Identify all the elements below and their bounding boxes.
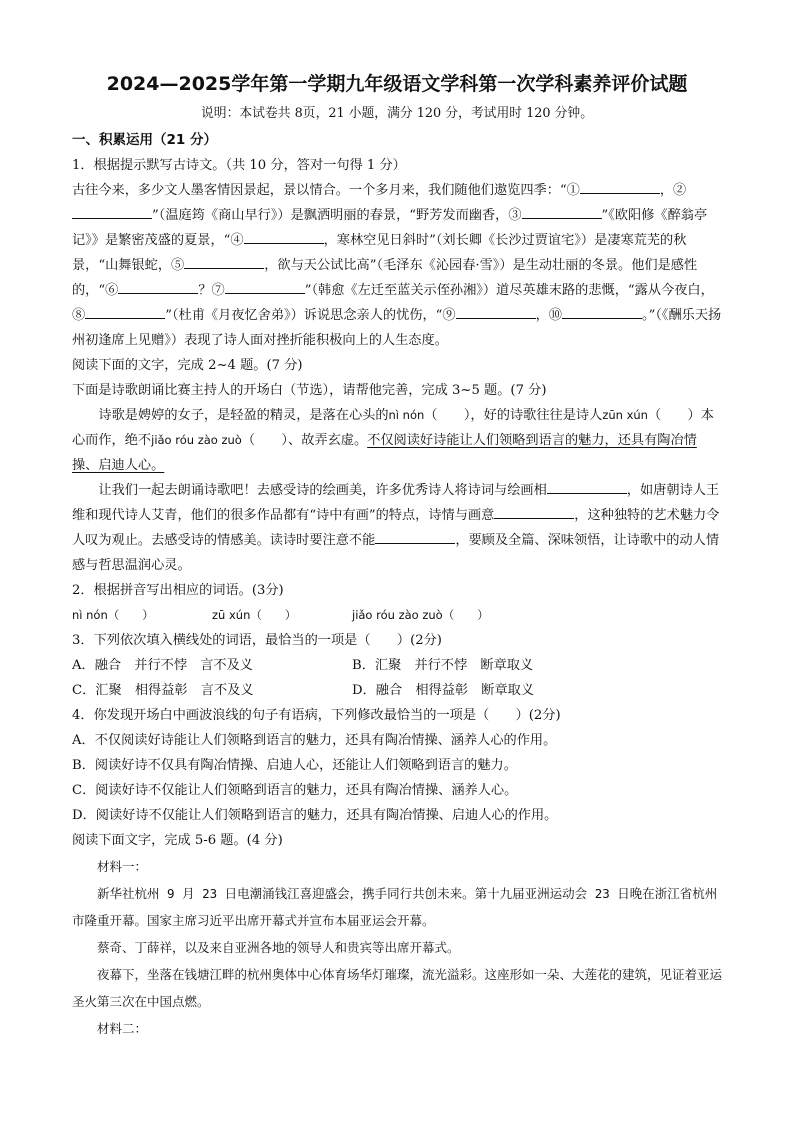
passage-text: ，这种独特的艺术魅力令人叹为观止。去感受诗的情感美。读诗时要注意不能 — [72, 508, 720, 548]
material-paragraph: 蔡奇、丁薛祥，以及来自亚洲各地的领导人和贵宾等出席开幕式。 — [97, 940, 460, 955]
answer-blank[interactable] — [580, 179, 660, 194]
question-3-stem: 3．下列依次填入横线处的词语，最恰当的一项是（ ）(2分) — [72, 633, 442, 648]
pinyin: jiǎo róu zào zuò — [151, 433, 242, 447]
option-a[interactable]: A．不仅阅读好诗能让人们领略到语言的魅力，还具有陶冶情操、涵养人心的作用。 — [72, 733, 557, 748]
answer-blank[interactable] — [72, 204, 152, 219]
q1-text: 。”（《酬乐天扬州初逢席上见赠》）表现了诗人面对挫折能积极向上的人生态度。 — [72, 308, 722, 348]
exam-instructions: 说明：本试卷共 8页，21 小题，满分 120 分，考试用时 120 分钟。 — [200, 106, 593, 121]
answer-blank[interactable] — [547, 479, 627, 494]
passage-text: （ ），好的诗歌往往是诗人 — [424, 408, 603, 423]
answer-blank[interactable] — [494, 504, 574, 519]
material-paragraph: 夜幕下，坐落在钱塘江畔的杭州奥体中心体育场华灯璀璨，流光溢彩。这座形如一朵、大莲花的建筑，见证着亚运圣火第三次在中国点燃。 — [72, 967, 723, 1009]
question-3-options-row2 — [72, 678, 722, 703]
reading-instruction: 阅读下面的文字，完成 2~4 题。(7 分) — [72, 358, 303, 373]
answer-blank[interactable] — [118, 279, 198, 294]
passage-text: ，要顾及全篇、深味领悟，让诗歌中的动人情感与哲思温润心灵。 — [72, 533, 720, 573]
wavy-underlined-sentence: 不仅阅读好诗能让人们领略到语言的魅力，还具有陶冶情操、启迪人心。 — [72, 433, 697, 473]
q1-text: ，② — [659, 183, 687, 198]
q1-text: ”（韩愈《左迁至蓝关示侄孙湘》）道尽英雄末路的悲慨，“露从今夜白，⑧ — [72, 283, 714, 323]
material-label: 材料二： — [97, 1021, 148, 1036]
option-d[interactable]: D．融合 相得益彰 断章取义 — [352, 683, 535, 698]
q1-text: ，寒林空见日斜时”（刘长卿《长沙过贾谊宅》）是凄寒荒芜的秋景，“山舞银蛇，⑤ — [72, 233, 687, 273]
answer-blank[interactable] — [85, 304, 165, 319]
q1-text: 古往今来，多少文人墨客情因景起，景以情合。一个多月来，我们随他们遨览四季：“① — [72, 183, 580, 198]
answer-blank[interactable] — [562, 304, 642, 319]
answer-blank[interactable] — [184, 254, 264, 269]
q1-text: ”《欧阳修《醉翁亭记》》是繁密茂盛的夏景，“④ — [72, 208, 708, 248]
question-1-body — [72, 178, 722, 353]
option-c[interactable]: C．阅读好诗不仅能让人们领略到语言的魅力，还具有陶冶情操、涵养人心。 — [72, 783, 518, 798]
pinyin: zūn xún — [602, 408, 648, 422]
exam-title: 2024—2025学年第一学期九年级语文学科第一次学科素养评价试题 — [106, 73, 688, 95]
q1-text: ”（温庭筠《商山早行》）是飘洒明丽的春景，“野芳发而幽香，③ — [152, 208, 522, 223]
pinyin-item[interactable]: jiǎo róu zào zuò（ ） — [352, 608, 489, 622]
section-heading: 一、积累运用（21 分） — [72, 132, 217, 148]
answer-blank[interactable] — [522, 204, 602, 219]
q1-text: ？⑦ — [198, 283, 225, 298]
question-1-stem: 1．根据提示默写古诗文。（共 10 分，答对一句得 1 分） — [72, 158, 406, 173]
answer-blank[interactable] — [225, 279, 305, 294]
material-paragraph: 新华社杭州 9 月 23 日电潮涌钱江喜迎盛会，携手同行共创未来。第十九届亚洲运动会 23 日晚在浙江省杭州市隆重开幕。国家主席习近平出席开幕式并宣布本届亚运会开幕。 — [72, 886, 718, 928]
reading-instruction: 下面是诗歌朗诵比赛主持人的开场白（节选），请帮他完善，完成 3~5 题。(7 分) — [72, 383, 547, 398]
q1-text: ，欲与天公试比高”（毛泽东《沁园春·雪》）是生动壮丽的冬景。他们是感性的，“⑥ — [72, 258, 698, 298]
passage-text: 让我们一起去朗诵诗歌吧！去感受诗的绘画美，许多优秀诗人将诗词与绘画相 — [98, 483, 547, 498]
answer-blank[interactable] — [244, 229, 324, 244]
option-a[interactable]: A．融合 并行不悖 言不及义 — [72, 658, 253, 673]
material-one — [72, 853, 722, 1042]
passage-paragraph-2 — [72, 478, 722, 578]
pinyin-item[interactable]: zū xún（ ） — [212, 608, 297, 622]
question-2-pinyin-row — [72, 603, 722, 628]
pinyin-item[interactable]: nì nón（ ） — [72, 608, 154, 622]
pinyin: nì nón — [388, 408, 425, 422]
material-label: 材料一： — [97, 859, 148, 874]
passage-text: （ ）本心而作，绝不 — [72, 408, 714, 448]
option-b[interactable]: B．汇聚 并行不悖 断章取义 — [352, 658, 534, 673]
passage-text: ，如唐朝诗人王维和现代诗人艾青，他们的很多作品都有“诗中有画”的特点，诗情与画意 — [72, 483, 720, 523]
reading-instruction: 阅读下面文字，完成 5-6 题。(4 分) — [72, 833, 283, 848]
passage-text: （ ）、故弄玄虚。 — [241, 433, 368, 448]
question-4-stem: 4．你发现开场白中画波浪线的句子有语病，下列修改最恰当的一项是（ ）(2分) — [72, 708, 561, 723]
option-d[interactable]: D．阅读好诗不仅能让人们领略到语言的魅力，还具有陶冶情操、启迪人心的作用。 — [72, 808, 558, 823]
passage-text: 诗歌是娉婷的女子，是轻盈的精灵，是落在心头的 — [98, 408, 389, 423]
answer-blank[interactable] — [456, 304, 536, 319]
answer-blank[interactable] — [375, 529, 455, 544]
option-c[interactable]: C．汇聚 相得益彰 言不及义 — [72, 683, 254, 698]
q1-text: ，⑩ — [535, 308, 562, 323]
question-3-options-row1 — [72, 653, 722, 678]
question-2-stem: 2．根据拼音写出相应的词语。(3分) — [72, 583, 284, 598]
q1-text: ”（杜甫《月夜忆舍弟》）诉说思念亲人的忧伤，“⑨ — [165, 308, 456, 323]
option-b[interactable]: B．阅读好诗不仅具有陶冶情操、启迪人心，还能让人们领略到语言的魅力。 — [72, 758, 517, 773]
passage-paragraph-1 — [72, 403, 722, 478]
